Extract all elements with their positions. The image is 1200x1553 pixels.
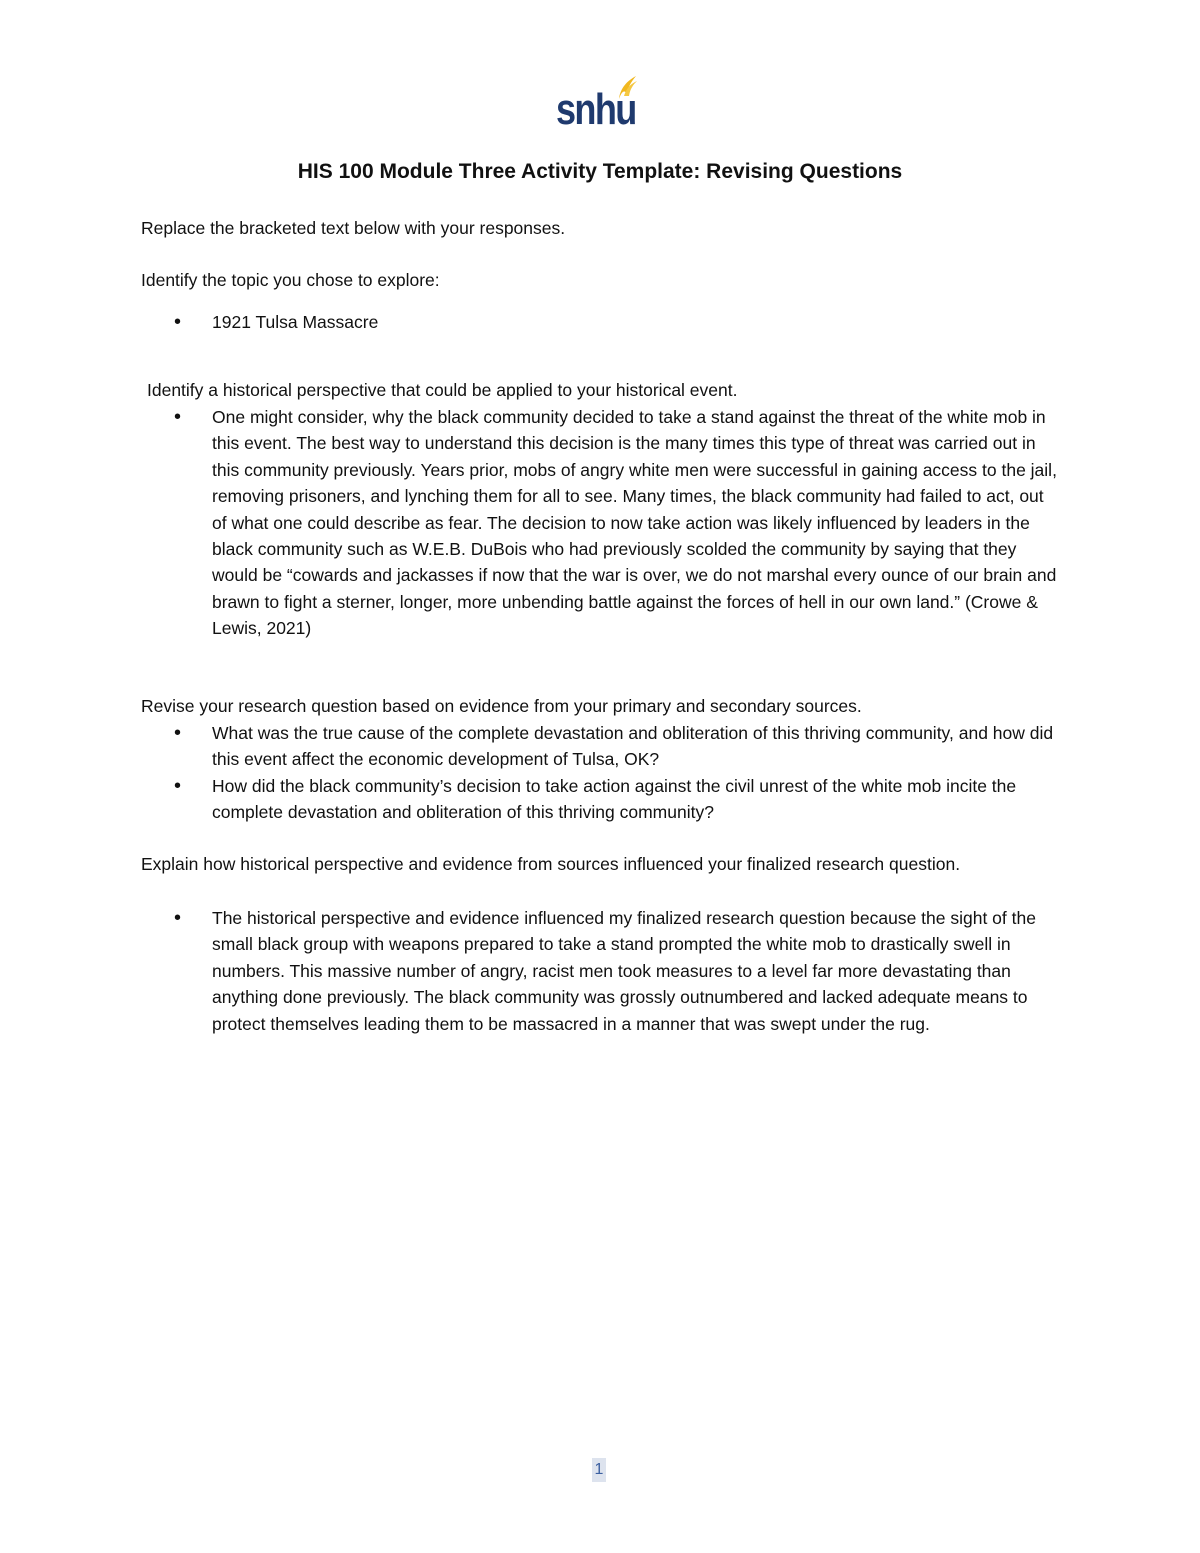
logo-wordmark: snhu bbox=[556, 85, 636, 134]
perspective-list bbox=[141, 404, 1061, 642]
page-number: 1 bbox=[592, 1458, 606, 1482]
section-heading-explain: Explain how historical perspective and evidence from sources influenced your finalized research question. bbox=[141, 854, 961, 874]
list-item: • One might consider, why the black community decided to take a stand against the threat of the white mob in this event. The best way to understand this decision is the many times this type of threat was carried out in this community previously. Years prior, mobs of angry white men were successful in gaining access to the jail, removing prisoners, and lynching them for all to see. Many times, the black community had failed to act, out of what one could describe as fear. The decision to now take action was likely influenced by leaders in the black community such as W.E.B. DuBois who had previously scolded the community by saying that they would be “cowards and jackasses if now that the war is over, we do not marshal every ounce of our brain and brawn to fight a sterner, longer, more unbending battle against the forces of hell in our own land.” (Crowe & Lewis, 2021) bbox=[141, 404, 1061, 642]
topic-list bbox=[141, 309, 1061, 335]
list-item: • The historical perspective and evidence influenced my finalized research question because the sight of the small black group with weapons prepared to take a stand prompted the white mob to drastically swell in numbers. This massive number of angry, racist men took measures to a level far more devastating than anything done previously. The black community was grossly outnumbered and lacked adequate means to protect themselves leading them to be massacred in a manner that was swept under the rug. bbox=[141, 905, 1061, 1037]
list-item: • What was the true cause of the complete devastation and obliteration of this thriving community, and how did this event affect the economic development of Tulsa, OK? bbox=[141, 720, 1061, 773]
explanation-list bbox=[141, 905, 1061, 1037]
instructions-text: Replace the bracketed text below with your responses. bbox=[141, 218, 566, 238]
list-item: • 1921 Tulsa Massacre bbox=[141, 309, 1061, 335]
section-heading-topic: Identify the topic you chose to explore: bbox=[141, 270, 440, 290]
snhu-logo bbox=[556, 74, 638, 132]
section-heading-perspective: Identify a historical perspective that could be applied to your historical event. bbox=[147, 380, 738, 400]
document-title: HIS 100 Module Three Activity Template: Revising Questions bbox=[297, 160, 903, 183]
research-question-list bbox=[141, 720, 1061, 826]
list-item: • How did the black community’s decision to take action against the civil unrest of the white mob incite the complete devastation and obliteration of this thriving community? bbox=[141, 773, 1061, 826]
section-heading-revise: Revise your research question based on evidence from your primary and secondary sources. bbox=[141, 696, 862, 716]
